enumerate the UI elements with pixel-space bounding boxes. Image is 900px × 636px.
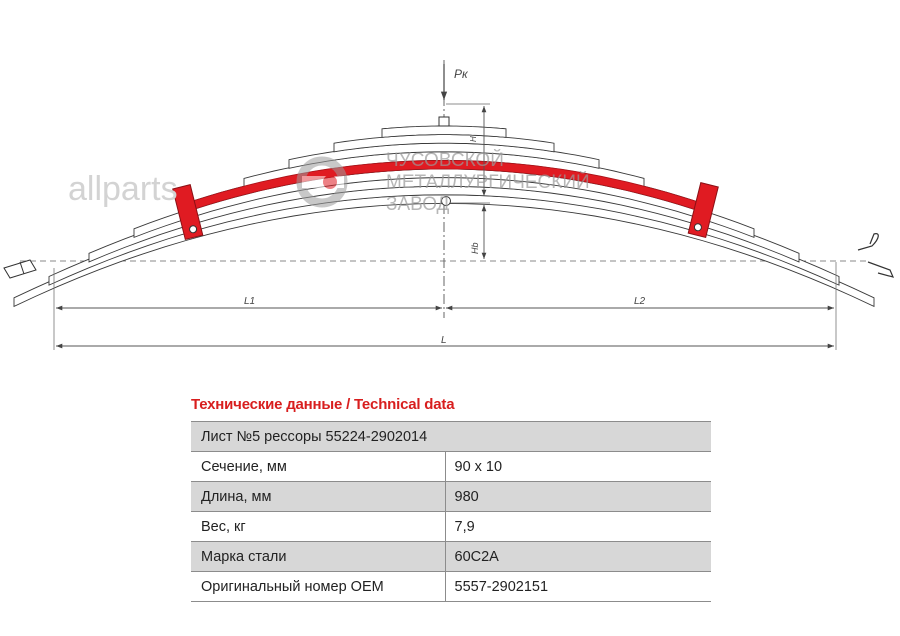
row-label: Марка стали (191, 542, 445, 572)
table-row (191, 452, 711, 482)
row-value: 7,9 (445, 512, 711, 542)
row-label: Длина, мм (191, 482, 445, 512)
row-value: 90 x 10 (445, 452, 711, 482)
l2-label: L2 (634, 296, 646, 307)
watermark-company-line3: ЗАВОД (386, 194, 450, 215)
center-bolt (439, 117, 449, 126)
hb-dim-label: Hb (470, 242, 480, 254)
load-label: Pк (454, 67, 468, 81)
right-spring-hook (858, 234, 893, 277)
row-value: 60С2А (445, 542, 711, 572)
watermark-company-line1: ЧУСОВСКОЙ (386, 150, 504, 171)
row-label: Оригинальный номер OEM (191, 572, 445, 602)
h-dim-label: H (469, 136, 478, 142)
row-value: 980 (445, 482, 711, 512)
table-title: Технические данные / Technical data (191, 396, 455, 413)
table-row (191, 512, 711, 542)
spec-table (191, 421, 711, 602)
watermark-allparts: allparts (68, 170, 178, 208)
l1-label: L1 (244, 296, 256, 307)
row-label: Сечение, мм (191, 452, 445, 482)
table-header-row (191, 422, 711, 452)
left-spring-end (4, 260, 36, 278)
watermark-company-line2: МЕТАЛЛУРГИЧЕСКИЙ (386, 172, 590, 193)
l-label: L (441, 335, 447, 346)
table-row (191, 572, 711, 602)
row-value: 5557-2902151 (445, 572, 711, 602)
table-header-cell: Лист №5 рессоры 55224-2902014 (191, 422, 711, 452)
table-row (191, 542, 711, 572)
table-row (191, 482, 711, 512)
row-label: Вес, кг (191, 512, 445, 542)
